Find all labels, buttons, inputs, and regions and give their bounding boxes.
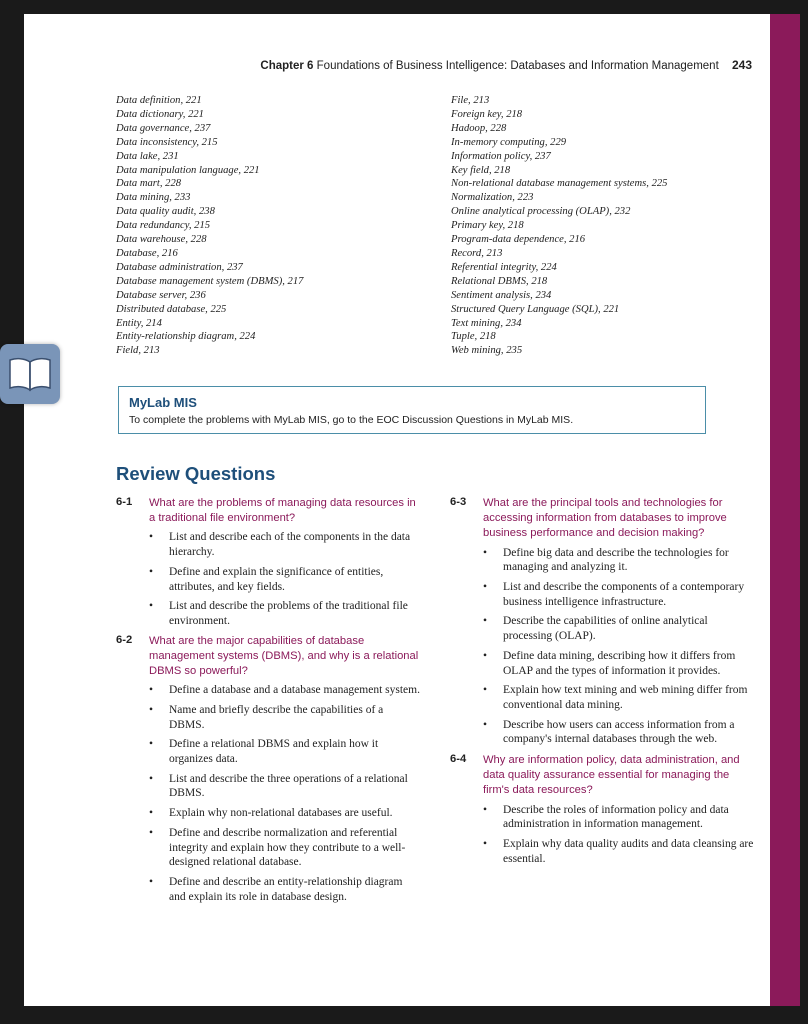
key-term: Hadoop, 228 bbox=[451, 122, 507, 134]
review-question bbox=[116, 496, 421, 629]
key-term: Database server, 236 bbox=[116, 289, 206, 301]
chapter-label: Chapter 6 bbox=[260, 60, 314, 72]
question-text: What are the major capabilities of database management systems (DBMS), and why is a relational DBMS so powerful? bbox=[149, 634, 419, 678]
bullet-item bbox=[483, 837, 755, 866]
key-term: Data manipulation language, 221 bbox=[116, 164, 260, 176]
key-term: Web mining, 235 bbox=[451, 345, 523, 357]
key-term: Data lake, 231 bbox=[116, 150, 179, 162]
bullet-item bbox=[483, 546, 755, 575]
bullet-text: Explain why non-relational databases are useful. bbox=[169, 807, 393, 820]
key-term: Data dictionary, 221 bbox=[116, 108, 204, 120]
key-term: Entity, 214 bbox=[116, 317, 162, 329]
key-term: Data quality audit, 238 bbox=[116, 206, 215, 218]
bullet-item bbox=[483, 580, 755, 609]
question-text: What are the problems of managing data resources in a traditional file environment? bbox=[149, 497, 416, 525]
mylab-title: MyLab MIS bbox=[129, 395, 197, 410]
bullet-dot-icon: • bbox=[149, 684, 154, 697]
reader-book-button[interactable] bbox=[0, 344, 60, 404]
bullet-text: Define and explain the significance of entities, attributes, and key fields. bbox=[169, 565, 384, 593]
key-term: Information policy, 237 bbox=[451, 150, 551, 162]
question-number: 6-4 bbox=[450, 753, 467, 766]
question-number: 6-2 bbox=[116, 633, 133, 646]
question-bullets bbox=[483, 803, 755, 867]
open-book-icon bbox=[8, 356, 52, 392]
key-term: Key field, 218 bbox=[451, 164, 511, 176]
bullet-item bbox=[149, 530, 421, 559]
bullet-dot-icon: • bbox=[149, 565, 154, 578]
bullet-item bbox=[149, 826, 421, 870]
chapter-title: Foundations of Business Intelligence: Databases and Information Management bbox=[316, 60, 719, 72]
key-term: Record, 213 bbox=[451, 247, 503, 259]
bullet-item bbox=[483, 718, 755, 747]
bullet-dot-icon: • bbox=[149, 772, 154, 785]
key-term: Data definition, 221 bbox=[116, 95, 202, 106]
key-term: Field, 213 bbox=[116, 345, 160, 357]
bullet-dot-icon: • bbox=[483, 684, 488, 697]
key-term: Data governance, 237 bbox=[116, 122, 211, 134]
key-term: Database, 216 bbox=[116, 247, 178, 259]
bullet-text: List and describe the problems of the traditional file environment. bbox=[169, 600, 408, 627]
bullet-text: Describe the capabilities of online analytical processing (OLAP). bbox=[503, 615, 708, 643]
bullet-text: Define a database and a database management system. bbox=[169, 684, 420, 697]
bullet-item bbox=[149, 806, 421, 821]
bullet-text: Describe how users can access information from a company's internal databases through the web. bbox=[503, 718, 735, 746]
question-number: 6-1 bbox=[116, 496, 133, 508]
review-column-right bbox=[450, 496, 755, 871]
bullet-item bbox=[483, 683, 755, 712]
bullet-dot-icon: • bbox=[149, 738, 154, 751]
key-term: Data redundancy, 215 bbox=[116, 220, 211, 232]
bullet-item bbox=[149, 737, 421, 766]
key-term: Relational DBMS, 218 bbox=[451, 275, 548, 287]
key-term: Data mart, 228 bbox=[116, 178, 182, 190]
key-term: Data inconsistency, 215 bbox=[116, 136, 218, 148]
question-bullets bbox=[149, 683, 421, 904]
key-term: Referential integrity, 224 bbox=[451, 261, 557, 273]
textbook-page bbox=[24, 14, 770, 1006]
key-term: Database management system (DBMS), 217 bbox=[116, 275, 304, 287]
bullet-dot-icon: • bbox=[483, 803, 488, 816]
key-terms-right-column bbox=[451, 94, 667, 358]
bullet-dot-icon: • bbox=[483, 581, 488, 594]
bullet-item bbox=[149, 703, 421, 732]
question-number: 6-3 bbox=[450, 496, 467, 508]
bullet-text: Explain how text mining and web mining differ from conventional data mining. bbox=[503, 684, 748, 711]
bullet-text: Define and describe an entity-relationship diagram and explain its role in database design. bbox=[169, 875, 403, 903]
bullet-item bbox=[483, 649, 755, 678]
bullet-text: Explain why data quality audits and data cleansing are essential. bbox=[503, 838, 754, 865]
bullet-dot-icon: • bbox=[483, 546, 488, 559]
key-term: Data warehouse, 228 bbox=[116, 234, 207, 246]
page-header bbox=[260, 58, 752, 72]
bullet-item bbox=[149, 599, 421, 628]
bullet-dot-icon: • bbox=[149, 531, 154, 544]
key-term: Primary key, 218 bbox=[451, 220, 524, 232]
bullet-item bbox=[149, 565, 421, 594]
key-term: Non-relational database management systems, 225 bbox=[451, 178, 668, 190]
key-term: Online analytical processing (OLAP), 232 bbox=[451, 206, 631, 218]
mylab-box bbox=[118, 386, 706, 434]
page-number: 243 bbox=[731, 58, 752, 72]
key-term: Program-data dependence, 216 bbox=[451, 234, 586, 246]
bullet-text: Describe the roles of information policy and data administration in information management. bbox=[503, 803, 729, 831]
key-terms-left-column bbox=[116, 94, 303, 358]
bullet-dot-icon: • bbox=[149, 600, 154, 613]
question-bullets bbox=[483, 546, 755, 747]
review-question bbox=[450, 496, 755, 747]
page-edge-stripe bbox=[770, 14, 800, 1006]
bullet-dot-icon: • bbox=[483, 615, 488, 628]
bullet-dot-icon: • bbox=[149, 807, 154, 820]
key-term: In-memory computing, 229 bbox=[451, 136, 567, 148]
bullet-item bbox=[149, 875, 421, 904]
bullet-item bbox=[483, 614, 755, 643]
review-question bbox=[450, 753, 755, 866]
bullet-dot-icon: • bbox=[483, 838, 488, 851]
key-term: Text mining, 234 bbox=[451, 317, 522, 329]
key-term: Normalization, 223 bbox=[451, 192, 534, 204]
bullet-text: Define big data and describe the technologies for managing and analyzing it. bbox=[503, 546, 729, 574]
key-term: Database administration, 237 bbox=[116, 261, 243, 273]
key-term: Entity-relationship diagram, 224 bbox=[116, 331, 256, 343]
review-questions-heading: Review Questions bbox=[116, 463, 276, 484]
bullet-text: Define and describe normalization and referential integrity and explain how they contribute to a well-designed relational database. bbox=[169, 826, 406, 869]
bullet-text: Define data mining, describing how it differs from OLAP and the types of information it provides. bbox=[503, 649, 736, 677]
bullet-item bbox=[149, 772, 421, 801]
bullet-item bbox=[483, 803, 755, 832]
key-term: Data mining, 233 bbox=[116, 192, 191, 204]
bullet-dot-icon: • bbox=[149, 826, 154, 839]
bullet-item bbox=[149, 683, 421, 698]
bullet-text: List and describe the three operations of a relational DBMS. bbox=[169, 772, 408, 800]
question-bullets bbox=[149, 530, 421, 628]
key-term: File, 213 bbox=[451, 95, 490, 106]
bullet-dot-icon: • bbox=[483, 649, 488, 662]
bullet-dot-icon: • bbox=[483, 718, 488, 731]
bullet-text: Name and briefly describe the capabilities of a DBMS. bbox=[169, 703, 384, 731]
key-term: Foreign key, 218 bbox=[451, 108, 523, 120]
key-term: Distributed database, 225 bbox=[116, 303, 227, 315]
review-question bbox=[116, 634, 421, 905]
bullet-dot-icon: • bbox=[149, 875, 154, 888]
bullet-text: List and describe the components of a contemporary business intelligence infrastructure. bbox=[503, 581, 745, 608]
key-term: Structured Query Language (SQL), 221 bbox=[451, 303, 620, 315]
bullet-text: Define a relational DBMS and explain how it organizes data. bbox=[169, 738, 379, 766]
question-text: Why are information policy, data administration, and data quality assurance essential for managing the firm's data resources? bbox=[483, 754, 740, 797]
bullet-text: List and describe each of the components in the data hierarchy. bbox=[169, 531, 411, 559]
key-term: Tuple, 218 bbox=[451, 331, 496, 343]
question-text: What are the principal tools and technologies for accessing information from databases to improve business performance and decision making? bbox=[483, 497, 727, 540]
bullet-dot-icon: • bbox=[149, 703, 154, 716]
mylab-text: To complete the problems with MyLab MIS, go to the EOC Discussion Questions in MyLab MIS. bbox=[129, 414, 574, 426]
review-column-left bbox=[116, 496, 421, 909]
key-term: Sentiment analysis, 234 bbox=[451, 289, 552, 301]
